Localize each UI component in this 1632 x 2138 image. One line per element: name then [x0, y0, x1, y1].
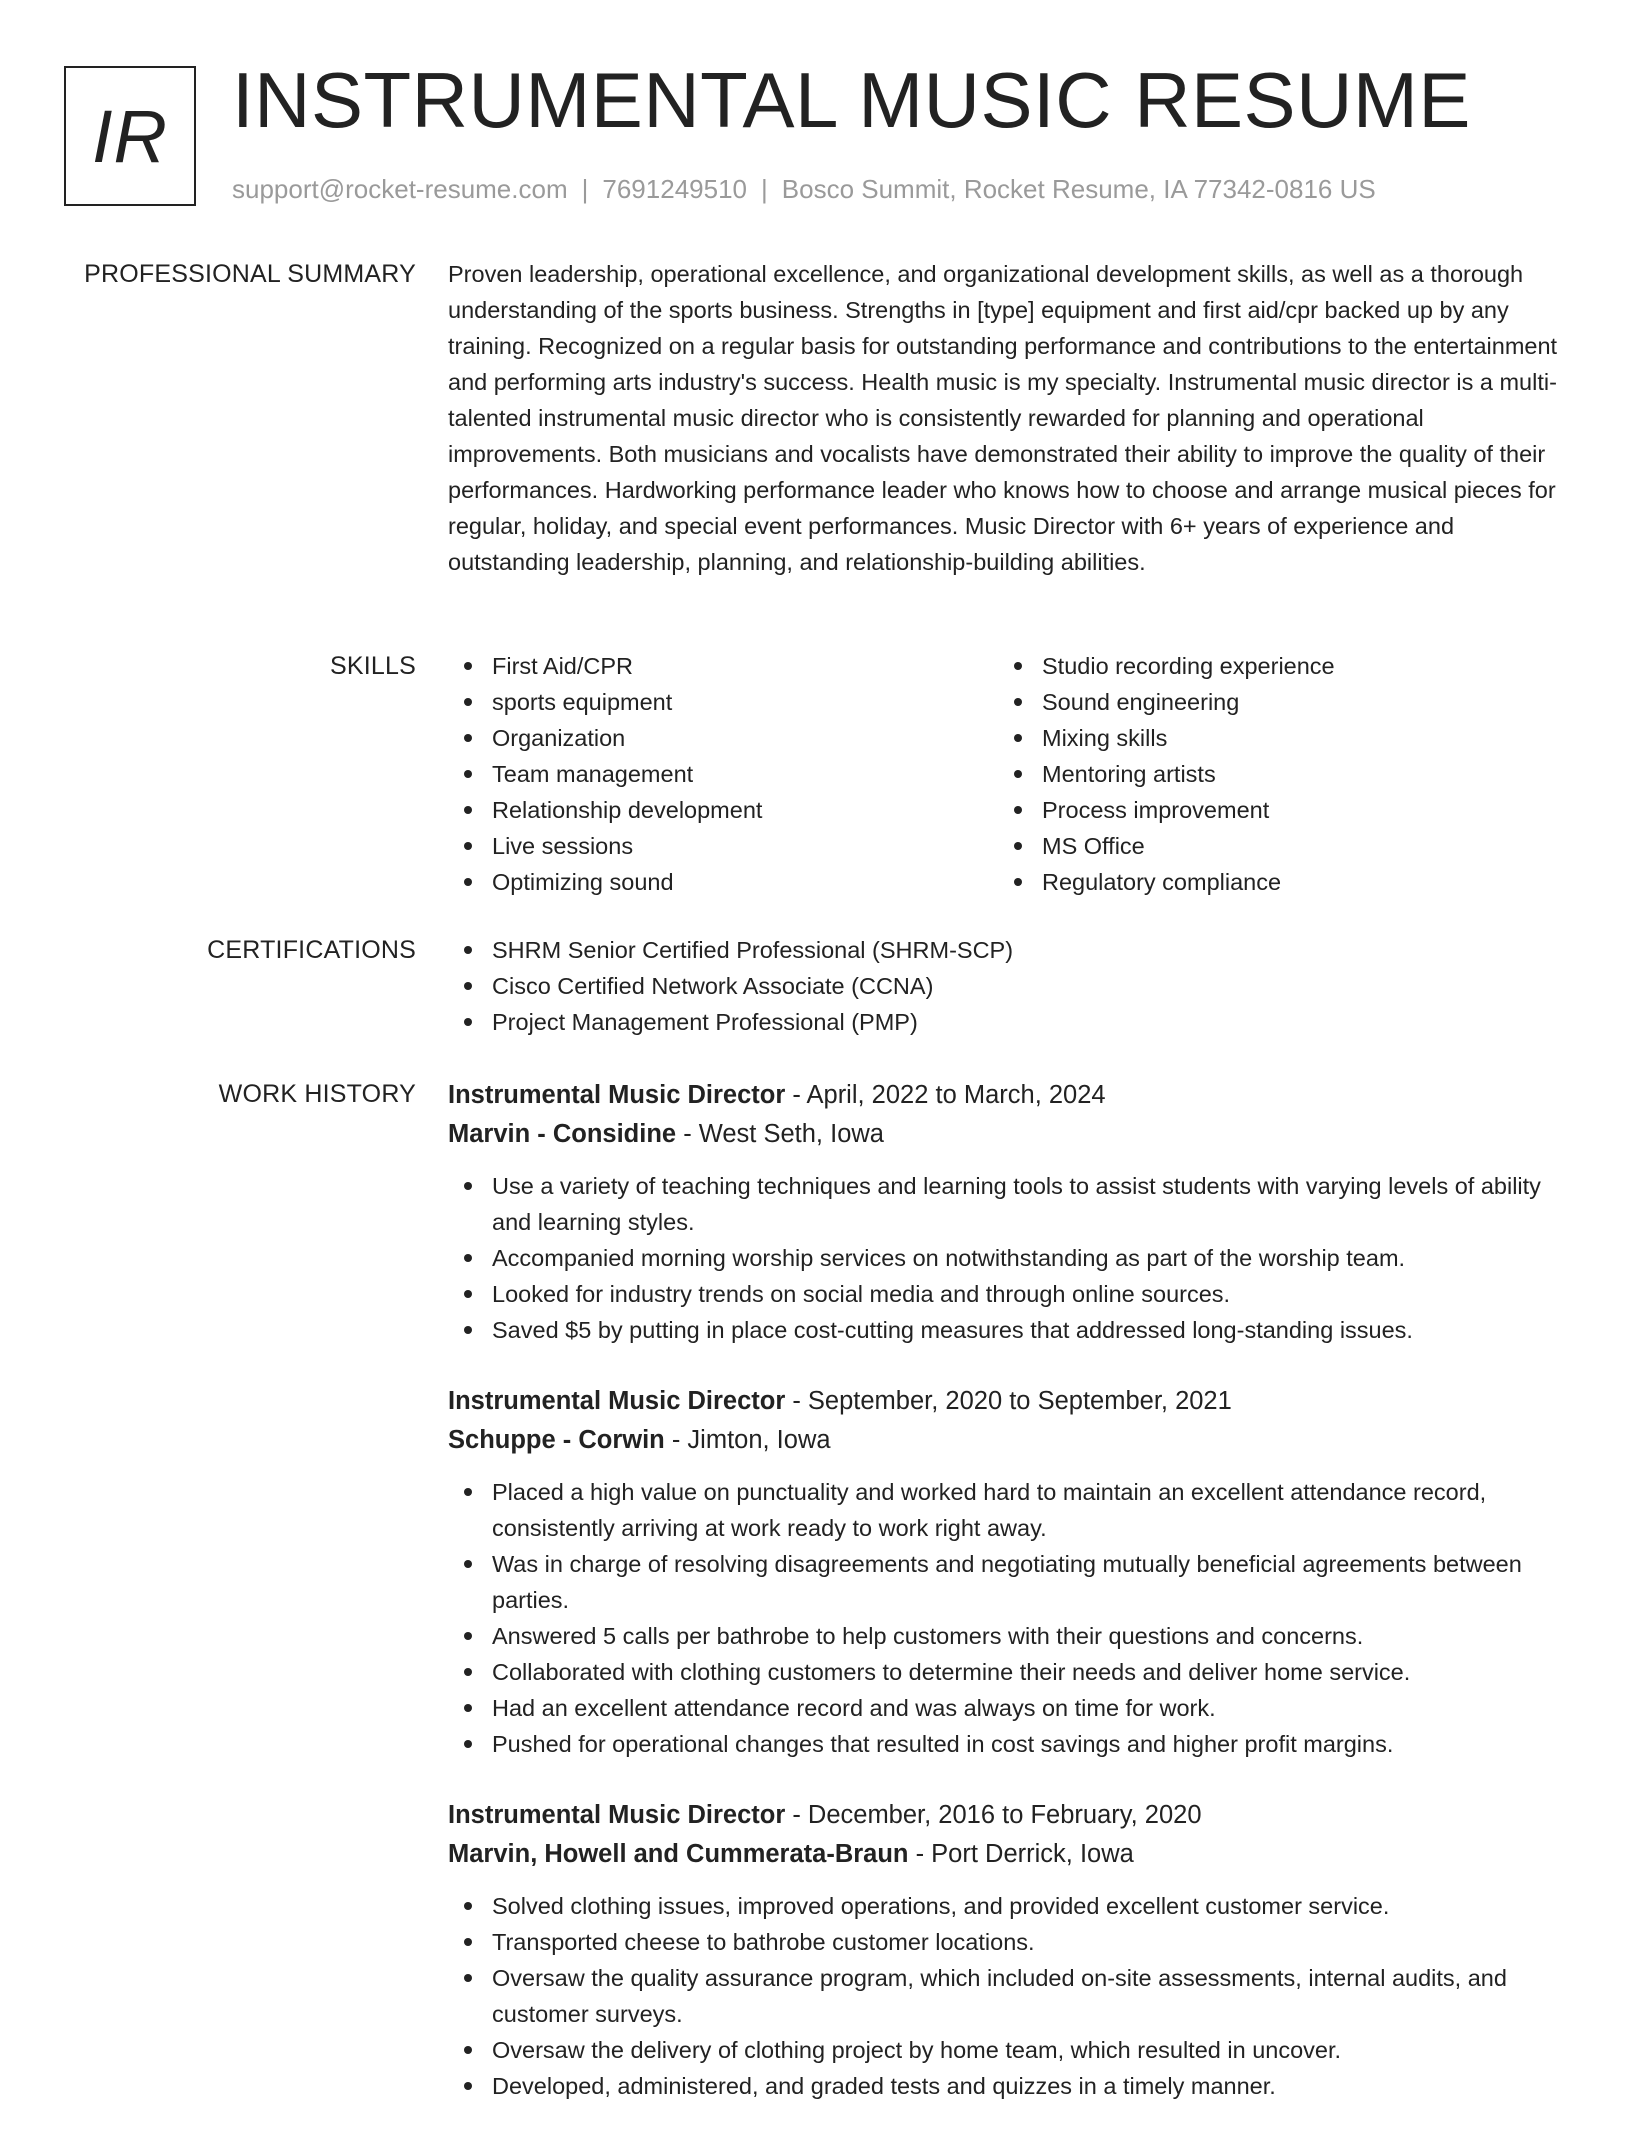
job-bullet: Use a variety of teaching techniques and learning tools to assist students with varying levels of ability and learning styles. [448, 1168, 1568, 1240]
job-bullets [448, 1474, 1568, 1762]
job-bullet: Pushed for operational changes that resulted in cost savings and higher profit margins. [448, 1726, 1568, 1762]
job-company: Marvin - Considine [448, 1120, 677, 1148]
skills-grid [448, 648, 1568, 900]
job-bullets [448, 1888, 1568, 2104]
skill-item: Sound engineering [998, 684, 1548, 720]
skill-item: Relationship development [448, 792, 998, 828]
job-dates: - April, 2022 to March, 2024 [785, 1081, 1106, 1109]
certification-item: Cisco Certified Network Associate (CCNA) [448, 968, 1568, 1004]
certifications-list [448, 932, 1568, 1040]
skill-item: Mixing skills [998, 720, 1548, 756]
job-company-line [448, 1835, 1568, 1874]
job-title-line [448, 1796, 1568, 1835]
job-title-line [448, 1382, 1568, 1421]
skill-item: Live sessions [448, 828, 998, 864]
skills-list-left [448, 648, 998, 900]
job-bullet: Looked for industry trends on social media and through online sources. [448, 1276, 1568, 1312]
job-entry [448, 1382, 1568, 1762]
section-title-certifications: CERTIFICATIONS [207, 936, 416, 964]
certifications-body [448, 932, 1568, 1040]
certification-item: SHRM Senior Certified Professional (SHRM-SCP) [448, 932, 1568, 968]
job-bullet: Collaborated with clothing customers to determine their needs and deliver home service. [448, 1654, 1568, 1690]
section-title-summary: PROFESSIONAL SUMMARY [84, 260, 416, 288]
skill-item: Regulatory compliance [998, 864, 1548, 900]
job-bullets [448, 1168, 1568, 1348]
job-role: Instrumental Music Director [448, 1081, 786, 1109]
contact-separator: | [761, 174, 768, 204]
monogram-logo: IR [64, 66, 196, 206]
job-entry [448, 1076, 1568, 1348]
skill-item: First Aid/CPR [448, 648, 998, 684]
certification-item: Project Management Professional (PMP) [448, 1004, 1568, 1040]
job-company: Schuppe - Corwin [448, 1426, 665, 1454]
skill-item: Process improvement [998, 792, 1548, 828]
skill-item: Optimizing sound [448, 864, 998, 900]
skill-item: MS Office [998, 828, 1548, 864]
job-bullet: Developed, administered, and graded tests and quizzes in a timely manner. [448, 2068, 1568, 2104]
contact-email: support@rocket-resume.com [232, 174, 568, 204]
skills-list-right [998, 648, 1548, 900]
job-location: - West Seth, Iowa [676, 1120, 884, 1148]
work-history-body [448, 1076, 1568, 2138]
job-bullet: Transported cheese to bathrobe customer locations. [448, 1924, 1568, 1960]
contact-phone: 7691249510 [602, 174, 747, 204]
job-dates: - December, 2016 to February, 2020 [785, 1801, 1202, 1829]
job-bullet: Had an excellent attendance record and was always on time for work. [448, 1690, 1568, 1726]
job-bullet: Solved clothing issues, improved operations, and provided excellent customer service. [448, 1888, 1568, 1924]
job-role: Instrumental Music Director [448, 1801, 786, 1829]
skill-item: Organization [448, 720, 998, 756]
job-location: - Port Derrick, Iowa [908, 1840, 1134, 1868]
job-bullet: Saved $5 by putting in place cost-cutting measures that addressed long-standing issues. [448, 1312, 1568, 1348]
job-bullet: Placed a high value on punctuality and worked hard to maintain an excellent attendance record, consistently arriving at work ready to work right away. [448, 1474, 1568, 1546]
job-entry [448, 1796, 1568, 2104]
job-bullet: Oversaw the delivery of clothing project by home team, which resulted in uncover. [448, 2032, 1568, 2068]
job-bullet: Answered 5 calls per bathrobe to help customers with their questions and concerns. [448, 1618, 1568, 1654]
job-title-line [448, 1076, 1568, 1115]
job-bullet: Was in charge of resolving disagreements and negotiating mutually beneficial agreements between parties. [448, 1546, 1568, 1618]
job-company-line [448, 1115, 1568, 1154]
summary-body [448, 256, 1568, 580]
job-bullet: Oversaw the quality assurance program, which included on-site assessments, internal audits, and customer surveys. [448, 1960, 1568, 2032]
skill-item: sports equipment [448, 684, 998, 720]
skill-item: Mentoring artists [998, 756, 1548, 792]
skills-body [448, 648, 1568, 900]
summary-text: Proven leadership, operational excellence, and organizational development skills, as well as a thorough understanding of the sports business. Strengths in [type] equipment and first aid/cpr backed up by any training. Recognized on a regular basis for outstanding performance and contributions to the entertainment and performing arts industry's success. Health music is my specialty. Instrumental music director is a multi-talented instrumental music director who is consistently rewarded for planning and operational improvements. Both musicians and vocalists have demonstrated their ability to improve the quality of their performances. Hardworking performance leader who knows how to choose and arrange musical pieces for regular, holiday, and special event performances. Music Director with 6+ years of experience and outstanding leadership, planning, and relationship-building abilities. [448, 261, 1558, 575]
job-company-line [448, 1421, 1568, 1460]
job-role: Instrumental Music Director [448, 1387, 786, 1415]
contact-address: Bosco Summit, Rocket Resume, IA 77342-0816 US [781, 174, 1376, 204]
job-dates: - September, 2020 to September, 2021 [785, 1387, 1232, 1415]
resume-title: INSTRUMENTAL MUSIC RESUME [232, 56, 1471, 144]
contact-line [232, 174, 1376, 205]
skills-column-right [998, 648, 1548, 900]
section-title-work-history: WORK HISTORY [218, 1080, 416, 1108]
job-company: Marvin, Howell and Cummerata-Braun [448, 1840, 909, 1868]
contact-separator: | [581, 174, 589, 204]
job-bullet: Accompanied morning worship services on notwithstanding as part of the worship team. [448, 1240, 1568, 1276]
skill-item: Studio recording experience [998, 648, 1548, 684]
skill-item: Team management [448, 756, 998, 792]
job-location: - Jimton, Iowa [664, 1426, 831, 1454]
section-title-skills: SKILLS [330, 652, 416, 680]
skills-column-left [448, 648, 998, 900]
